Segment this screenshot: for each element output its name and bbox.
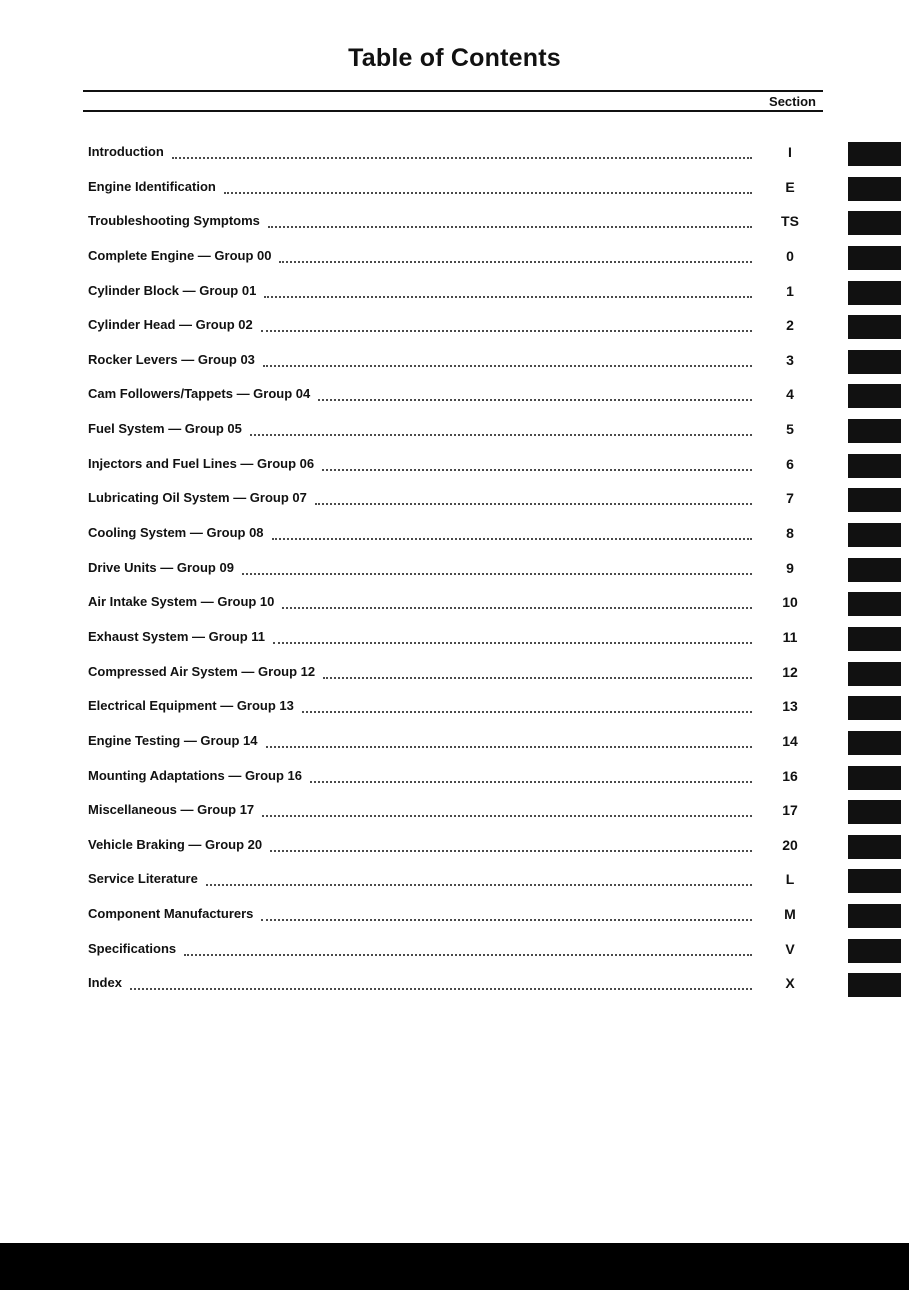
toc-row[interactable] xyxy=(88,420,818,455)
footer-band xyxy=(0,1243,909,1290)
section-tab-marker xyxy=(848,939,901,963)
dot-leader xyxy=(310,767,752,783)
dot-leader xyxy=(250,420,752,436)
toc-row[interactable] xyxy=(88,767,818,802)
toc-entry-section[interactable]: 10 xyxy=(782,594,798,611)
dot-leader xyxy=(273,628,752,644)
section-tab-marker xyxy=(848,454,901,478)
toc-entry-title[interactable]: Cam Followers/Tappets — Group 04 xyxy=(88,385,316,403)
dot-leader xyxy=(172,143,752,159)
toc-row[interactable] xyxy=(88,974,818,1009)
toc-row[interactable] xyxy=(88,836,818,871)
section-tab-marker xyxy=(848,281,901,305)
toc-row[interactable] xyxy=(88,801,818,836)
toc-entry-title[interactable]: Vehicle Braking — Group 20 xyxy=(88,836,268,854)
section-tab-marker xyxy=(848,869,901,893)
section-tab-marker xyxy=(848,592,901,616)
dot-leader xyxy=(279,247,752,263)
section-tab-strip xyxy=(848,142,901,1008)
toc-row[interactable] xyxy=(88,663,818,698)
toc-row[interactable] xyxy=(88,385,818,420)
toc-entry-section[interactable]: 6 xyxy=(786,455,794,472)
toc-entry-section[interactable]: 12 xyxy=(782,663,798,680)
dot-leader xyxy=(272,524,752,540)
toc-entry-title[interactable]: Electrical Equipment — Group 13 xyxy=(88,697,300,715)
toc-row[interactable] xyxy=(88,628,818,663)
section-tab-marker xyxy=(848,488,901,512)
toc-row[interactable] xyxy=(88,489,818,524)
section-tab-marker xyxy=(848,766,901,790)
toc-entry-title[interactable]: Injectors and Fuel Lines — Group 06 xyxy=(88,455,320,473)
toc-row[interactable] xyxy=(88,905,818,940)
toc-entry-title[interactable]: Cylinder Block — Group 01 xyxy=(88,282,262,300)
dot-leader xyxy=(266,732,752,748)
toc-entry-section[interactable]: TS xyxy=(781,213,799,230)
toc-entry-title[interactable]: Compressed Air System — Group 12 xyxy=(88,663,321,681)
dot-leader xyxy=(261,905,752,921)
toc-row[interactable] xyxy=(88,143,818,178)
dot-leader xyxy=(224,178,752,194)
toc-entry-title[interactable]: Complete Engine — Group 00 xyxy=(88,247,277,265)
dot-leader xyxy=(323,663,752,679)
toc-entry-section[interactable]: M xyxy=(784,906,796,923)
toc-entry-title[interactable]: Index xyxy=(88,974,128,992)
dot-leader xyxy=(318,385,752,401)
toc-entry-title[interactable]: Engine Testing — Group 14 xyxy=(88,732,264,750)
dot-leader xyxy=(242,559,752,575)
toc-entry-title[interactable]: Fuel System — Group 05 xyxy=(88,420,248,438)
toc-entry-title[interactable]: Introduction xyxy=(88,143,170,161)
toc-entry-section[interactable]: V xyxy=(785,940,795,957)
toc-entry-title[interactable]: Service Literature xyxy=(88,870,204,888)
section-tab-marker xyxy=(848,731,901,755)
section-tab-marker xyxy=(848,662,901,686)
dot-leader xyxy=(315,489,752,505)
section-tab-marker xyxy=(848,384,901,408)
section-tab-marker xyxy=(848,246,901,270)
section-tab-marker xyxy=(848,350,901,374)
section-tab-marker xyxy=(848,696,901,720)
section-tab-marker xyxy=(848,419,901,443)
dot-leader xyxy=(322,455,752,471)
toc-entry-title[interactable]: Engine Identification xyxy=(88,178,222,196)
toc-entry-section[interactable]: 16 xyxy=(782,767,798,784)
toc-entry-section[interactable]: 0 xyxy=(786,247,794,264)
toc-row[interactable] xyxy=(88,870,818,905)
toc-entry-title[interactable]: Lubricating Oil System — Group 07 xyxy=(88,489,313,507)
section-tab-marker xyxy=(848,973,901,997)
toc-row[interactable] xyxy=(88,282,818,317)
section-tab-marker xyxy=(848,835,901,859)
toc-row[interactable] xyxy=(88,559,818,594)
toc-entry-section[interactable]: 20 xyxy=(782,836,798,853)
section-tab-marker xyxy=(848,558,901,582)
section-tab-marker xyxy=(848,211,901,235)
header-rule-bottom xyxy=(83,110,823,112)
toc-entry-section[interactable]: I xyxy=(788,144,792,160)
toc-entry-section[interactable]: 14 xyxy=(782,732,798,749)
toc-entry-title[interactable]: Cylinder Head — Group 02 xyxy=(88,316,259,334)
dot-leader xyxy=(130,974,752,990)
toc-entry-section[interactable]: 17 xyxy=(782,802,798,819)
toc-entry-section[interactable]: 5 xyxy=(786,421,794,438)
toc-entry-title[interactable]: Specifications xyxy=(88,940,182,958)
toc-entry-title[interactable]: Cooling System — Group 08 xyxy=(88,524,270,542)
toc-row[interactable] xyxy=(88,732,818,767)
toc-entry-section[interactable]: 8 xyxy=(786,525,794,542)
section-tab-marker xyxy=(848,904,901,928)
toc-entry-section[interactable]: 1 xyxy=(786,282,794,299)
section-tab-marker xyxy=(848,315,901,339)
toc-entry-section[interactable]: X xyxy=(785,975,795,992)
toc-entry-title[interactable]: Rocker Levers — Group 03 xyxy=(88,351,261,369)
dot-leader xyxy=(184,940,752,956)
toc-entry-section[interactable]: 2 xyxy=(786,317,794,334)
dot-leader xyxy=(262,801,752,817)
toc-entry-section[interactable]: E xyxy=(785,178,795,195)
dot-leader xyxy=(270,836,752,852)
toc-row[interactable] xyxy=(88,697,818,732)
header-rule-top xyxy=(83,90,823,92)
dot-leader xyxy=(268,212,752,228)
toc-row[interactable] xyxy=(88,593,818,628)
toc-entry-title[interactable]: Mounting Adaptations — Group 16 xyxy=(88,767,308,785)
toc-entry-title[interactable]: Drive Units — Group 09 xyxy=(88,559,240,577)
section-tab-marker xyxy=(848,627,901,651)
toc-row[interactable] xyxy=(88,247,818,282)
section-column-header: Section xyxy=(769,94,816,109)
dot-leader xyxy=(263,351,752,367)
toc-entry-section[interactable]: 9 xyxy=(786,559,794,576)
toc-entry-section[interactable]: 7 xyxy=(786,490,794,507)
section-tab-marker xyxy=(848,523,901,547)
toc-entry-section[interactable]: 3 xyxy=(786,351,794,368)
dot-leader xyxy=(264,282,752,298)
toc-row[interactable] xyxy=(88,455,818,490)
section-tab-marker xyxy=(848,177,901,201)
toc-row[interactable] xyxy=(88,178,818,213)
toc-row[interactable] xyxy=(88,316,818,351)
section-tab-marker xyxy=(848,142,901,166)
toc-entry-title[interactable]: Troubleshooting Symptoms xyxy=(88,212,266,230)
dot-leader xyxy=(282,593,752,609)
dot-leader xyxy=(206,870,752,886)
toc-row[interactable] xyxy=(88,524,818,559)
toc-entry-title[interactable]: Component Manufacturers xyxy=(88,905,259,923)
page-title: Table of Contents xyxy=(348,44,561,72)
toc-row[interactable] xyxy=(88,212,818,247)
toc-entry-title[interactable]: Exhaust System — Group 11 xyxy=(88,628,271,646)
toc-row[interactable] xyxy=(88,940,818,975)
toc-row[interactable] xyxy=(88,351,818,386)
section-tab-marker xyxy=(848,800,901,824)
toc-entry-section[interactable]: 13 xyxy=(782,698,798,715)
toc-entry-title[interactable]: Air Intake System — Group 10 xyxy=(88,593,280,611)
toc-list xyxy=(88,143,818,1009)
toc-entry-section[interactable]: L xyxy=(785,871,795,888)
dot-leader xyxy=(261,316,752,332)
toc-entry-title[interactable]: Miscellaneous — Group 17 xyxy=(88,801,260,819)
dot-leader xyxy=(302,697,752,713)
toc-entry-section[interactable]: 11 xyxy=(782,628,798,645)
toc-entry-section[interactable]: 4 xyxy=(786,386,794,403)
